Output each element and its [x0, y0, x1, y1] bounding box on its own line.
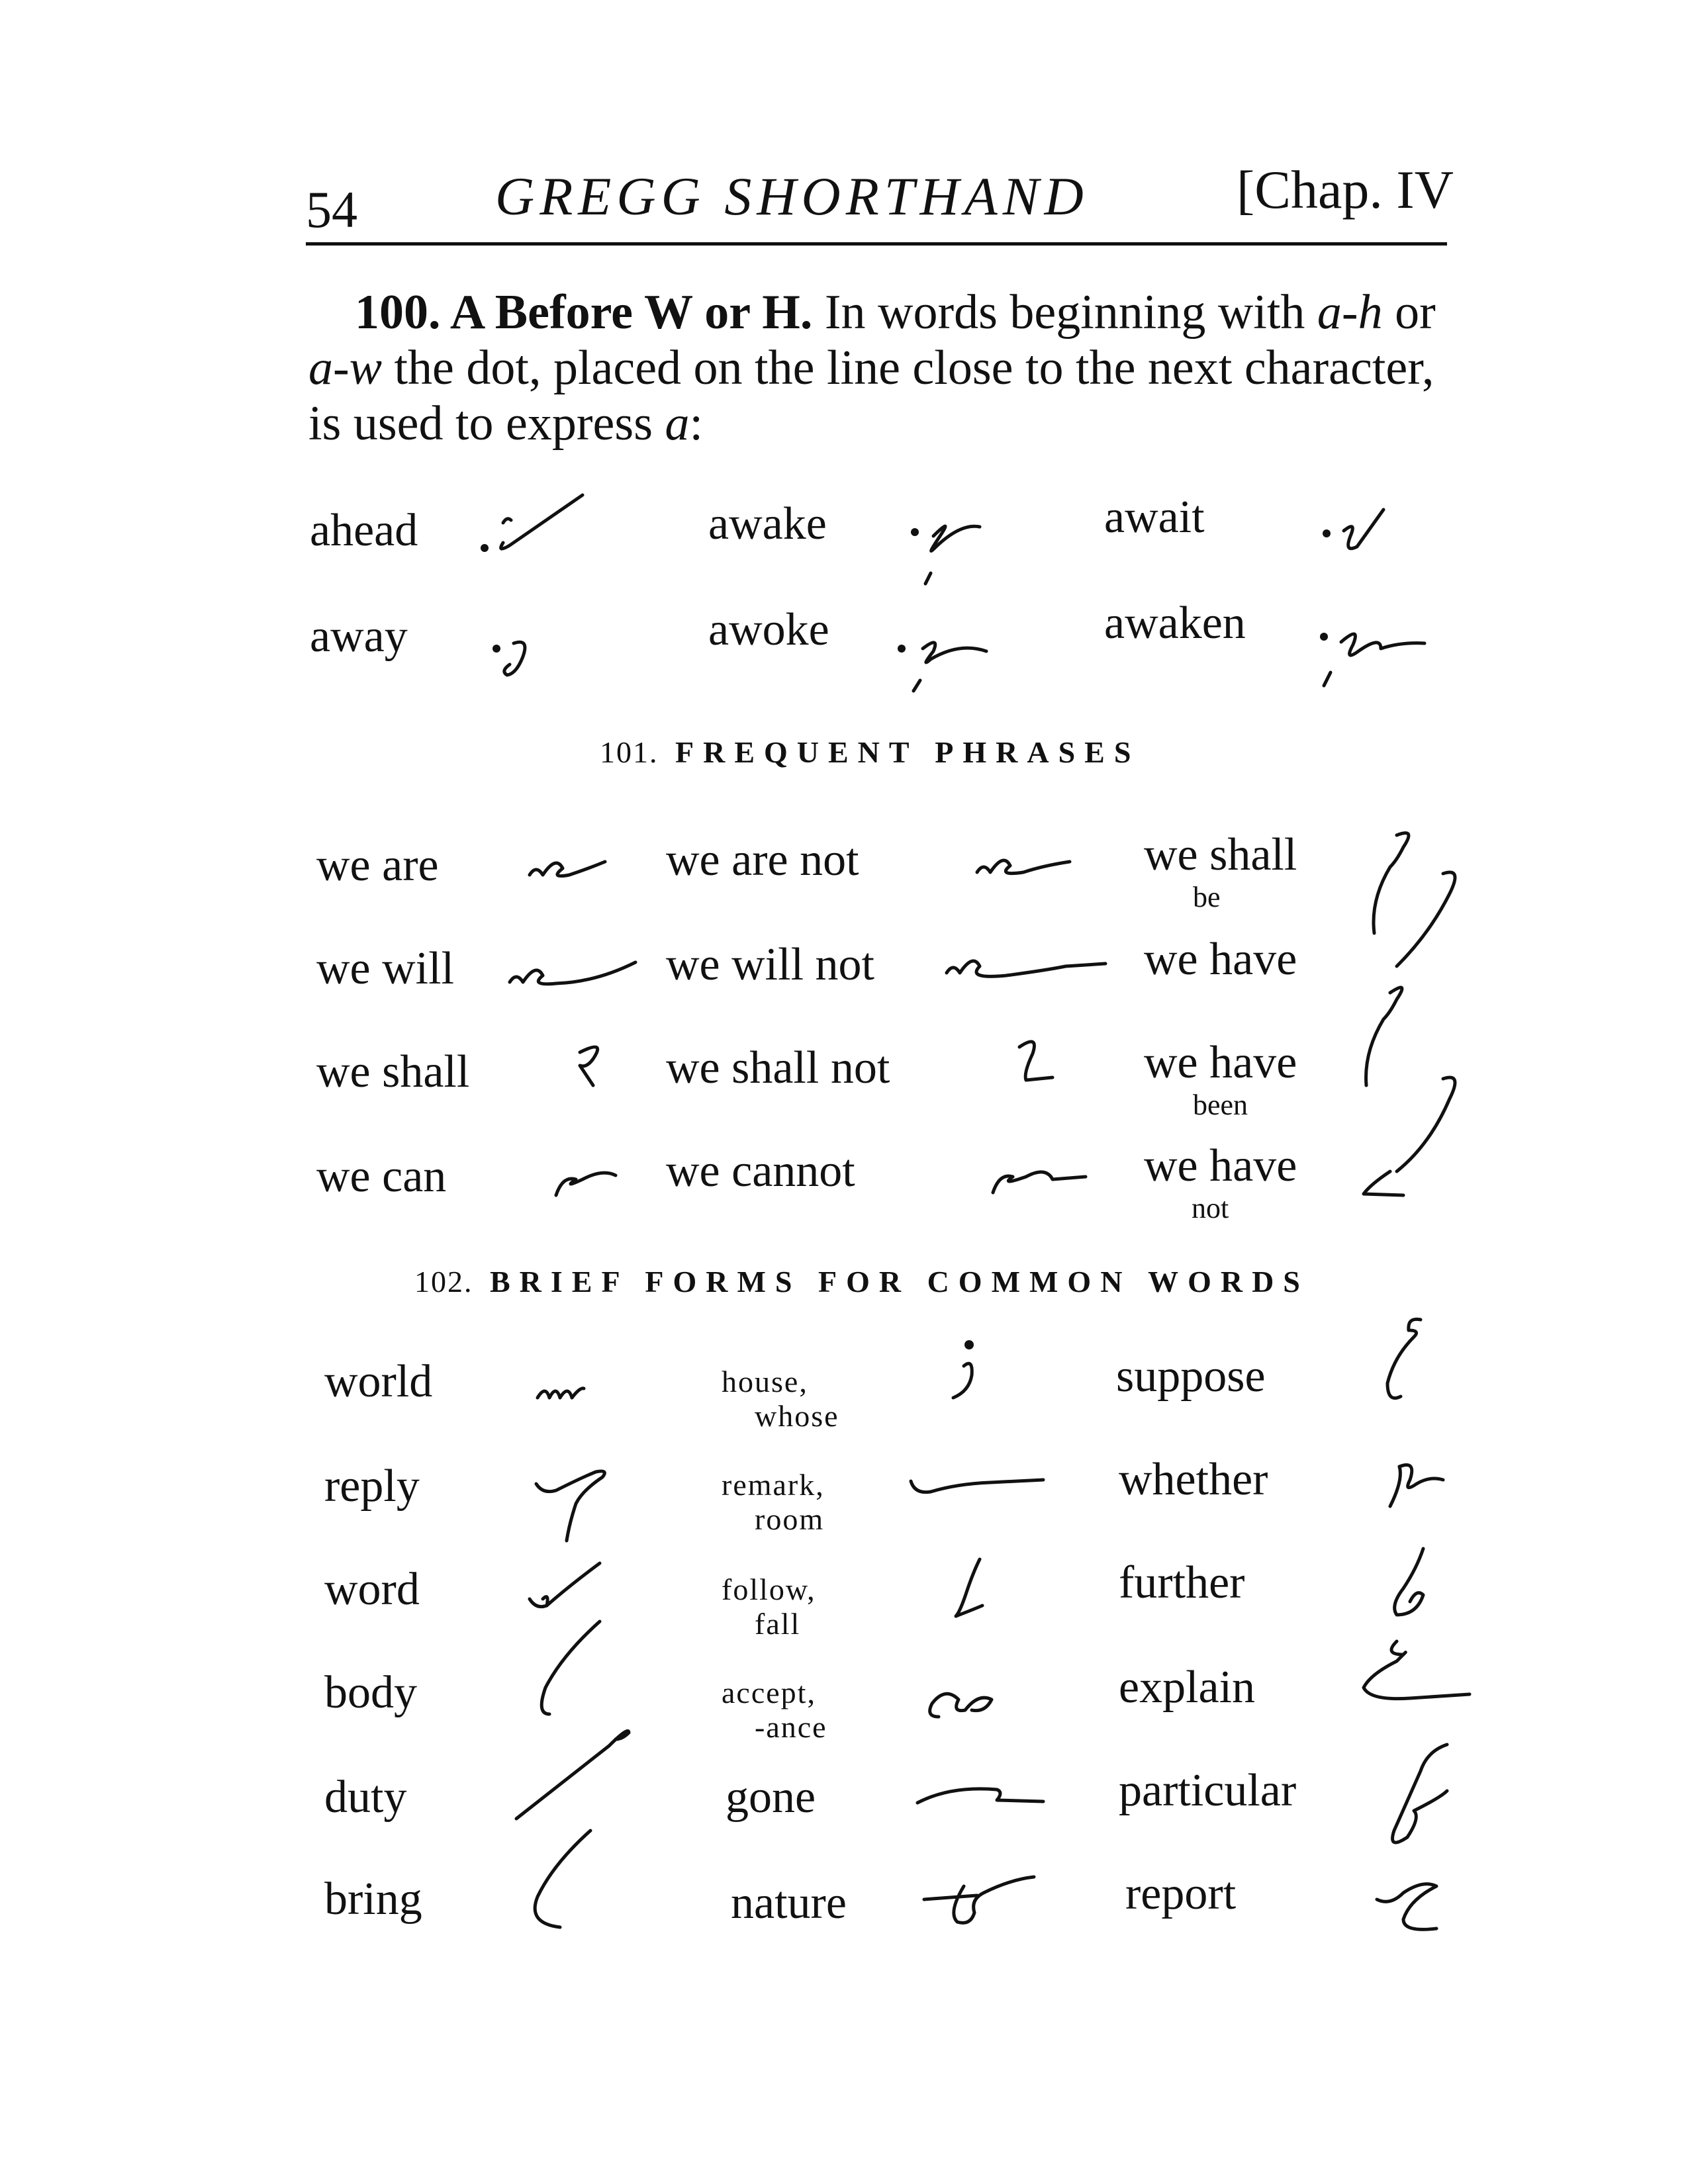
brief-follow: follow,: [722, 1572, 816, 1606]
section-101-heading: [600, 735, 1140, 770]
brief-reply: reply: [324, 1461, 420, 1512]
shorthand-we-are-not: [970, 846, 1083, 886]
shorthand-further: [1377, 1542, 1443, 1628]
shorthand-we-shall-not: [1006, 1034, 1059, 1093]
phrase-we-have-been: we have: [1144, 1037, 1297, 1088]
brief-body: body: [324, 1667, 417, 1718]
brief-bring: bring: [324, 1874, 422, 1925]
brief-particular: particular: [1119, 1765, 1297, 1816]
brief-nature: nature: [731, 1878, 847, 1929]
shorthand-whether: [1377, 1453, 1450, 1513]
word-ahead: ahead: [310, 505, 418, 556]
phrase-we-can: we can: [316, 1151, 447, 1202]
shorthand-awoke: [894, 622, 1000, 702]
shorthand-we-can: [543, 1156, 622, 1202]
phrase-we-shall-not: we shall not: [666, 1042, 890, 1093]
shorthand-report: [1370, 1873, 1450, 1946]
shorthand-gone: [911, 1776, 1056, 1816]
brief-world: world: [324, 1356, 433, 1407]
phrase-we-shall: we shall: [316, 1046, 470, 1097]
or-text: or: [1382, 285, 1436, 340]
shorthand-accept: [919, 1680, 1011, 1726]
phrase-we-will: we will: [316, 943, 455, 994]
chapter-label: [Chap. IV: [1237, 159, 1454, 220]
phrase-sub-be: be: [1193, 881, 1221, 913]
word-await: await: [1104, 492, 1205, 543]
section-102-heading: [414, 1264, 1309, 1299]
running-title: GREGG SHORTHAND: [495, 166, 1089, 226]
shorthand-explain: [1350, 1635, 1476, 1721]
shorthand-we-have-not: [1350, 1165, 1430, 1205]
shorthand-awaken: [1315, 615, 1447, 695]
section-100-text-2: the dot, placed on the line close to the next character, is used to express: [308, 341, 1434, 451]
shorthand-duty: [510, 1719, 642, 1825]
term-aw: a-w: [308, 341, 382, 395]
shorthand-we-cannot: [980, 1153, 1092, 1199]
section-102-title: BRIEF FORMS FOR COMMON WORDS: [490, 1265, 1309, 1298]
shorthand-house: [940, 1338, 986, 1411]
shorthand-world: [534, 1378, 586, 1411]
brief-whose: whose: [755, 1399, 839, 1433]
brief-word: word: [324, 1564, 420, 1615]
colon: :: [689, 396, 704, 451]
phrase-we-have-not: we have: [1144, 1140, 1297, 1191]
shorthand-we-have-been: [1350, 979, 1476, 1191]
word-awake: awake: [708, 498, 827, 549]
brief-house: house,: [722, 1365, 808, 1398]
brief-explain: explain: [1119, 1662, 1256, 1713]
section-100-lead: 100. A Before W or H.: [355, 285, 813, 340]
word-awaken: awaken: [1104, 598, 1246, 649]
brief-whether: whether: [1119, 1454, 1268, 1505]
shorthand-we-are: [523, 848, 616, 888]
shorthand-reply: [530, 1464, 622, 1550]
shorthand-we-will: [503, 949, 649, 995]
term-a: a: [665, 396, 690, 451]
brief-accept: accept,: [722, 1676, 816, 1709]
section-100-paragraph: [308, 285, 1447, 451]
brief-report: report: [1125, 1868, 1237, 1919]
shorthand-away: [487, 627, 553, 694]
page-number: 54: [306, 181, 357, 238]
phrase-we-will-not: we will not: [666, 939, 874, 990]
phrase-we-have: we have: [1144, 934, 1297, 985]
section-102-number: 102.: [414, 1265, 473, 1298]
shorthand-follow: [940, 1553, 993, 1625]
phrase-we-shall-be: we shall: [1144, 829, 1297, 880]
term-ah: a-h: [1317, 285, 1383, 340]
phrase-we-cannot: we cannot: [666, 1146, 855, 1197]
word-away: away: [310, 611, 408, 662]
shorthand-awake: [907, 510, 1013, 589]
section-101-number: 101.: [600, 735, 659, 769]
section-100-text-1: In words beginning with: [824, 285, 1305, 340]
section-101-title: FREQUENT PHRASES: [675, 735, 1141, 769]
shorthand-nature: [911, 1866, 1050, 1939]
brief-gone: gone: [726, 1772, 816, 1823]
shorthand-ahead: [477, 490, 596, 569]
brief-ance: -ance: [755, 1710, 827, 1744]
shorthand-we-will-not: [940, 946, 1112, 986]
shorthand-particular: [1374, 1738, 1460, 1857]
header-rule: [306, 242, 1447, 246]
shorthand-await: [1317, 507, 1397, 573]
brief-remark: remark,: [722, 1468, 825, 1502]
shorthand-we-shall: [567, 1039, 620, 1099]
brief-fall: fall: [755, 1607, 801, 1641]
word-awoke: awoke: [708, 604, 829, 655]
brief-further: further: [1119, 1557, 1245, 1608]
phrase-we-are: we are: [316, 840, 439, 891]
phrase-sub-been: been: [1193, 1089, 1248, 1121]
shorthand-we-shall-be: [1350, 827, 1476, 979]
shorthand-body: [523, 1615, 609, 1727]
shorthand-remark: [904, 1468, 1050, 1508]
brief-duty: duty: [324, 1772, 407, 1823]
brief-suppose: suppose: [1116, 1351, 1266, 1402]
brief-room: room: [755, 1502, 825, 1536]
shorthand-bring: [520, 1824, 606, 1936]
shorthand-suppose: [1368, 1310, 1434, 1410]
phrase-sub-not: not: [1192, 1192, 1229, 1224]
phrase-we-are-not: we are not: [666, 835, 859, 886]
